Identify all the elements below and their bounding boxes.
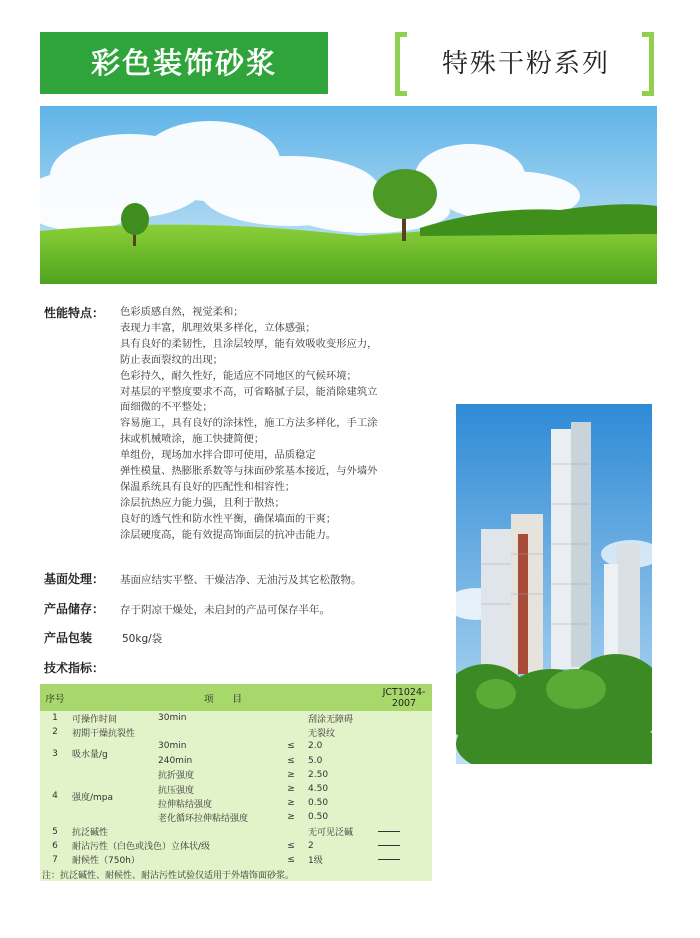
table-row (40, 839, 432, 853)
table-note: 注：抗泛碱性、耐候性、耐沾污性试验仅适用于外墙饰面砂浆。 (40, 867, 432, 881)
table-row (40, 768, 432, 782)
cell-no: 5 (40, 825, 70, 839)
spec-table (40, 684, 432, 881)
cell-no: 1 (40, 711, 70, 725)
landscape-banner-image (40, 106, 657, 284)
cell-op: ≤ (276, 853, 306, 867)
cell-op: ≤ (276, 839, 306, 853)
cell-op: ≥ (276, 768, 306, 782)
title-banner (40, 32, 328, 94)
series-title: 特殊干粉系列 (441, 49, 610, 79)
cell-op (276, 711, 306, 725)
cell-value: 无裂纹 (306, 725, 432, 739)
cell-item: 强度/mpa (70, 768, 156, 825)
cell-value: 5.0 (306, 754, 432, 768)
cell-item: 抗泛碱性 (70, 825, 306, 839)
feature-line: 面细微的不平整处； (120, 401, 213, 414)
cell-value: 0.50 (306, 810, 432, 824)
feature-line: 涂层硬度高，能有效提高饰面层的抗冲击能力。 (120, 528, 337, 541)
feature-line: 容易施工，具有良好的涂抹性，施工方法多样化，手工涂 (120, 417, 378, 430)
cell-dash (376, 853, 432, 867)
feature-line: 抹或机械喷涂，施工快捷简便； (120, 433, 265, 446)
table-header-no: 序号 (40, 684, 70, 711)
building-photo (456, 404, 652, 764)
cell-no: 4 (40, 768, 70, 825)
cell-sub: 抗折强度 (156, 768, 276, 782)
cell-op: ≤ (276, 754, 306, 768)
table-row (40, 825, 432, 839)
feature-line: 表现力丰富，肌理效果多样化，立体感强； (120, 321, 316, 334)
cell-no: 2 (40, 725, 70, 739)
cell-op: ≤ (276, 739, 306, 753)
cell-dash (376, 825, 432, 839)
base-text: 基面应结实平整、干燥洁净、无油污及其它松散物。 (120, 574, 362, 586)
table-header-item: 项 目 (70, 684, 376, 711)
cell-item: 初期干燥抗裂性 (70, 725, 306, 739)
cell-sub: 240min (156, 754, 276, 768)
cell-value: 2.50 (306, 768, 432, 782)
feature-line: 弹性模量、热膨胀系数等与抹面砂浆基本接近，与外墙外 (120, 465, 378, 478)
table-row (40, 739, 432, 753)
cell-no: 3 (40, 739, 70, 767)
cell-value: 刮涂无障碍 (306, 711, 432, 725)
storage-text: 存于阴凉干燥处，未启封的产品可保存半年。 (120, 604, 330, 616)
cell-dash (376, 839, 432, 853)
cell-item: 耐候性（750h） (70, 853, 276, 867)
feature-line: 良好的透气性和防水性平衡，确保墙面的干爽； (120, 512, 337, 525)
cell-sub: 老化循环拉伸粘结强度 (156, 810, 276, 824)
cell-op: ≥ (276, 782, 306, 796)
table-row (40, 725, 432, 739)
table-header-row (40, 684, 432, 711)
cell-op: ≥ (276, 810, 306, 824)
cell-sub: 30min (156, 711, 276, 725)
cell-value: 1级 (306, 853, 376, 867)
cell-sub: 30min (156, 739, 276, 753)
dash-line (378, 859, 400, 860)
feature-line: 具有良好的柔韧性，且涂层较厚，能有效吸收变形应力， (120, 337, 378, 350)
cell-op: ≥ (276, 796, 306, 810)
cell-value: 4.50 (306, 782, 432, 796)
page-title: 彩色装饰砂浆 (90, 46, 277, 80)
dash-line (378, 845, 400, 846)
cell-sub: 拉伸粘结强度 (156, 796, 276, 810)
cell-value: 2 (306, 839, 376, 853)
feature-line: 保温系统具有良好的匹配性和相容性； (120, 480, 296, 493)
cell-sub: 抗压强度 (156, 782, 276, 796)
feature-line: 色彩质感自然，视觉柔和； (120, 306, 244, 318)
packaging-label: 产品包装 (44, 631, 93, 645)
cell-no: 7 (40, 853, 70, 867)
cell-item: 耐沾污性（白色或浅色）立体状/级 (70, 839, 276, 853)
tech-label: 技术指标： (44, 661, 105, 675)
table-note-row (40, 867, 432, 881)
storage-label: 产品储存： (44, 602, 105, 616)
dash-line (378, 831, 400, 832)
feature-line: 单组份，现场加水拌合即可使用，品质稳定 (120, 449, 316, 462)
bracket-left (395, 32, 407, 96)
bracket-right (642, 32, 654, 96)
feature-line: 对基层的平整度要求不高，可省略腻子层，能消除建筑立 (120, 385, 378, 398)
cell-no: 6 (40, 839, 70, 853)
table-header-standard: JCT1024-2007 (376, 684, 432, 711)
feature-line: 色彩持久，耐久性好，能适应不同地区的气候环境； (120, 369, 357, 382)
base-label: 基面处理： (44, 572, 105, 586)
table-row (40, 853, 432, 867)
cell-value: 2.0 (306, 739, 432, 753)
cell-item: 吸水量/g (70, 739, 156, 767)
feature-line: 涂层抗热应力能力强，且利于散热； (120, 496, 285, 509)
feature-line: 防止表面裂纹的出现； (120, 353, 223, 366)
cell-item: 可操作时间 (70, 711, 156, 725)
cell-value: 0.50 (306, 796, 432, 810)
packaging-text: 50kg/袋 (122, 633, 163, 645)
table-row (40, 711, 432, 725)
cell-value: 无可见泛碱 (306, 825, 376, 839)
features-label: 性能特点： (44, 306, 105, 320)
features-list (120, 305, 440, 544)
